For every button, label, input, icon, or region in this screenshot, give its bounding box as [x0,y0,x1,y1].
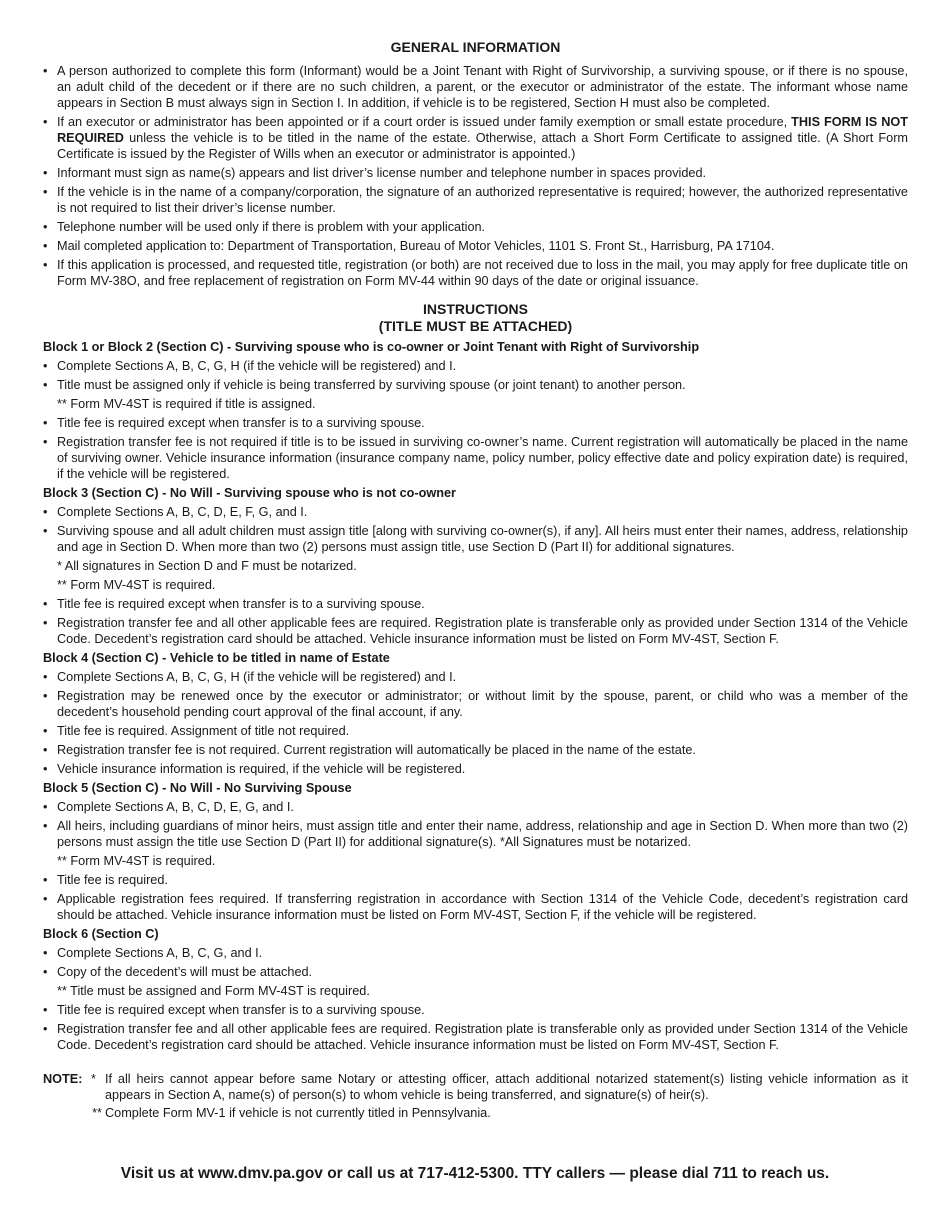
list-item: • Registration transfer fee is not required if title is to be issued in surviving co-owner’s name. Current registration will automatically be placed in the name of surviving owner. Vehicle insurance information (insurance company name, policy number, policy effective date and policy expiration date) is required, if the vehicle will be registered. [43,434,908,482]
list-item: • Title fee is required except when transfer is to a surviving spouse. [43,596,908,612]
note-text: If all heirs cannot appear before same Notary or attesting officer, attach additional notarized statement(s) listing vehicle information as it appears in Section A, name(s) of person(s) to whom vehicle is being transferred, and signature(s) of heir(s). [105,1072,908,1102]
list-item: • Informant must sign as name(s) appears and list driver’s license number and telephone number in spaces provided. [43,165,908,181]
instructions-heading: INSTRUCTIONS [423,301,528,317]
list-item: • Surviving spouse and all adult children must assign title [along with surviving co-owner(s), if any]. All heirs must enter their names, address, relationship and age in Section D. When more than two (2) persons must assign title, use Section D (Part II) for additional signatures. [43,523,908,555]
list-item: • Complete Sections A, B, C, G, H (if the vehicle will be registered) and I. [43,669,908,685]
general-information-list [43,63,908,289]
general-information-section [43,0,908,289]
list-item: • Registration transfer fee is not required. Current registration will automatically be placed in the name of the estate. [43,742,908,758]
note-section [43,1071,908,1121]
list-item: • Vehicle insurance information is required, if the vehicle will be registered. [43,761,908,777]
note-marker: ** [92,1106,102,1120]
list-item: • Title fee is required. [43,872,908,888]
block-heading: Block 3 (Section C) - No Will - Surviving spouse who is not co-owner [43,486,456,500]
list-item: • Complete Sections A, B, C, G, H (if the vehicle will be registered) and I. [43,358,908,374]
block-heading: Block 6 (Section C) [43,927,159,941]
emphasis-text: THIS FORM IS NOT REQUIRED [57,115,908,145]
footer-contact: Visit us at www.dmv.pa.gov or call us at 717-412-5300. TTY callers — please dial 711 to reach us. [120,1165,830,1182]
list-item: • Title fee is required except when transfer is to a surviving spouse. [43,1002,908,1018]
block-list [43,504,908,647]
sub-note: ** Title must be assigned and Form MV-4ST is required. [57,984,370,998]
block-heading: Block 5 (Section C) - No Will - No Surviving Spouse [43,781,352,795]
block-list [43,669,908,777]
list-item: • If an executor or administrator has been appointed or if a court order is issued under family exemption or small estate procedure, THIS FORM IS NOT REQUIRED unless the vehicle is to be titled in the name of the estate. Otherwise, attach a Short Form Certificate to assigned title. (A Short Form Certificate is issued by the Register of Wills when an executor or administrator is appointed.) [43,114,908,162]
list-item: • Title must be assigned only if vehicle is being transferred by surviving spouse (or joint tenant) to another person. [43,377,908,393]
list-item: • Mail completed application to: Department of Transportation, Bureau of Motor Vehicles, 1101 S. Front St., Harrisburg, PA 17104. [43,238,908,254]
sub-note: ** Form MV-4ST is required if title is assigned. [57,397,316,411]
instructions-subheading: (TITLE MUST BE ATTACHED) [378,318,573,334]
list-item: • Registration transfer fee and all other applicable fees are required. Registration plate is transferable only as provided under Section 1314 of the Vehicle Code. Decedent’s registration card should be attached. Vehicle insurance information must be listed on Form MV-4ST, Section F. [43,615,908,647]
list-item: • Complete Sections A, B, C, D, E, G, and I. [43,799,908,815]
list-item: • Registration may be renewed once by the executor or administrator; or without limit by the spouse, parent, or child who was a member of the decedent’s household pending court approval of the final account, if any. [43,688,908,720]
note-text: Complete Form MV-1 if vehicle is not currently titled in Pennsylvania. [105,1106,491,1120]
list-item: • If this application is processed, and requested title, registration (or both) are not received due to loss in the mail, you may apply for free duplicate title on Form MV-38O, and free replacement of registration on Form MV-44 within 90 days of the date or original issuance. [43,257,908,289]
list-item: • Telephone number will be used only if there is problem with your application. [43,219,908,235]
block-heading: Block 1 or Block 2 (Section C) - Surviving spouse who is co-owner or Joint Tenant with Right of Survivorship [43,340,700,354]
list-item: • Copy of the decedent’s will must be attached. [43,964,908,980]
block-list [43,358,908,482]
list-item: • Title fee is required. Assignment of title not required. [43,723,908,739]
sub-note: * All signatures in Section D and F must be notarized. [57,559,357,573]
instructions-section [43,301,908,1053]
list-item: • If the vehicle is in the name of a company/corporation, the signature of an authorized representative is required; however, the authorized representative is not required to list their driver’s license number. [43,184,908,216]
list-item: • Title fee is required except when transfer is to a surviving spouse. [43,415,908,431]
list-item: • A person authorized to complete this form (Informant) would be a Joint Tenant with Right of Survivorship, a surviving spouse, or if there is no spouse, an adult child of the decedent or if there are no such children, a parent, or the executor or administrator of the estate. The informant whose name appears in Section B must always sign in Section I. In addition, if vehicle is to be registered, Section H must also be completed. [43,63,908,111]
list-item: • Complete Sections A, B, C, D, E, F, G, and I. [43,504,908,520]
list-item: • Applicable registration fees required. If transferring registration in accordance with Section 1314 of the Vehicle Code, decedent’s registration card should be attached. Vehicle insurance information must be listed on Form MV-4ST, Section F, if the vehicle will be registered. [43,891,908,923]
block-heading: Block 4 (Section C) - Vehicle to be titled in name of Estate [43,651,390,665]
block-list [43,799,908,923]
instruction-blocks [43,339,908,1053]
note-label: NOTE: [43,1072,83,1086]
block-list [43,945,908,1053]
list-item: • Registration transfer fee and all other applicable fees are required. Registration plate is transferable only as provided under Section 1314 of the Vehicle Code. Decedent’s registration card should be attached. Vehicle insurance information must be listed on Form MV-4ST, Section F. [43,1021,908,1053]
general-information-heading: GENERAL INFORMATION [390,39,561,55]
note-marker: * [91,1072,96,1086]
list-item: • Complete Sections A, B, C, G, and I. [43,945,908,961]
sub-note: ** Form MV-4ST is required. [57,854,216,868]
list-item: • All heirs, including guardians of minor heirs, must assign title and enter their name, address, relationship and age in Section D. When more than two (2) persons must assign the title use Section D (Part II) for additional signature(s). *All Signatures must be notarized. [43,818,908,850]
sub-note: ** Form MV-4ST is required. [57,578,216,592]
